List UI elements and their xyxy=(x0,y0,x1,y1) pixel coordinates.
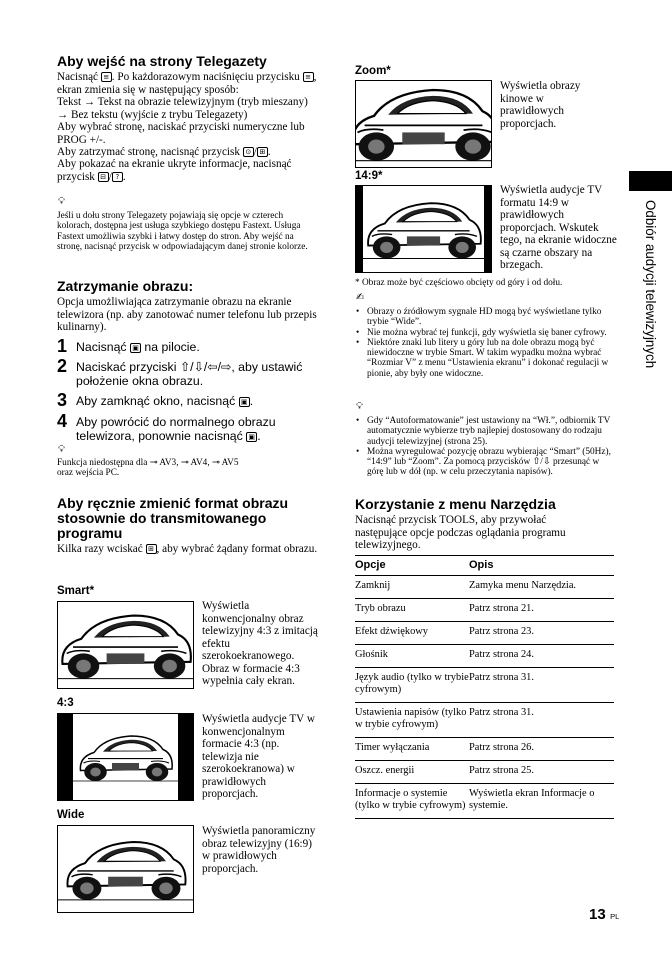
hold-page-icon: ⊞ xyxy=(257,147,268,157)
mode-label: 4:3 xyxy=(57,697,74,709)
mode-desc: Wyświetla panoramiczny obraz telewizyjny (16:9) w prawidłowych proporcjach. xyxy=(202,825,316,875)
pillar-bar xyxy=(356,186,363,272)
text: na pilocie. xyxy=(144,340,200,354)
text: / xyxy=(108,170,112,183)
pillar-bar xyxy=(58,714,73,800)
option-cell: Język audio (tylko w trybie cyfrowym) xyxy=(355,668,469,703)
mode-desc: Wyświetla konwencjonalny obraz telewizyjny 4:3 z imitacją efektu szerokoekranowego. Obraz w formacie 4:3 wypełnia cały ekran. xyxy=(202,600,318,687)
desc-cell: Patrz strona 24. xyxy=(469,645,614,668)
text: oraz wejścia PC. xyxy=(57,468,120,479)
tools-intro: Nacisnąć przycisk TOOLS, aby przywołać następujące opcje podczas oglądania programu telewizyjnego. xyxy=(355,514,566,551)
text: AV4, xyxy=(190,458,210,468)
table-row xyxy=(355,645,614,668)
table-row xyxy=(355,761,614,784)
note-item: • Nie można wybrać tej funkcji, gdy wyświetla się baner cyfrowy. xyxy=(367,328,615,338)
option-cell: Ustawienia napisów (tylko w trybie cyfrowym) xyxy=(355,703,469,738)
option-cell: Oszcz. energii xyxy=(355,761,469,784)
col-header-opcje: Opcje xyxy=(355,556,469,576)
smart-image xyxy=(57,601,194,689)
table-row xyxy=(355,738,614,761)
telegazeta-p3: Aby wybrać stronę, naciskać przyciski numeryczne lub PROG +/-. xyxy=(57,121,305,146)
desc-cell: Patrz strona 23. xyxy=(469,622,614,645)
tip-item: • Można wyregulować pozycję obrazu wybierając “Smart” (50Hz), “14:9” lub “Zoom”. Za pomocą przycisków ⇧/⇩ przesunąć w górę lub w dół (np. w celu przeczytania napisów). xyxy=(367,447,615,478)
text: AV5 xyxy=(221,458,239,468)
input-icon: ⊸ xyxy=(180,458,189,468)
telegazeta-p2: Tekst → Tekst na obrazie telewizyjnym (tryb mieszany) → Bez tekstu (wyjście z trybu Telegazety) xyxy=(57,96,308,121)
freeze-icon: ▣ xyxy=(239,397,250,407)
text: Aby zamknąć okno, nacisnąć xyxy=(76,394,236,408)
table-row xyxy=(355,622,614,645)
text: , aby wybrać żądany format obrazu. xyxy=(156,543,318,555)
car-picture xyxy=(73,714,178,800)
table-row xyxy=(355,599,614,622)
input-icon: ⊸ xyxy=(149,458,158,468)
table-row xyxy=(355,668,614,703)
step-2: Naciskać przyciski ⇧/⇩/⇦/⇨, aby ustawić położenie okna obrazu. xyxy=(76,360,303,388)
tip-item: • Gdy “Autoformatowanie” jest ustawiony na “Wł.”, odbiornik TV automatycznie wybierze tryb najlepiej dostosowany do rodzaju audycji telewizyjnej (strona 25). xyxy=(367,416,615,447)
car-picture xyxy=(58,826,193,912)
input-icon: ⊸ xyxy=(211,458,220,468)
teletext-icon: ≡ xyxy=(101,72,112,82)
pillar-bar xyxy=(178,714,193,800)
freeze-title: Zatrzymanie obrazu: xyxy=(57,278,194,294)
option-cell: Efekt dźwiękowy xyxy=(355,622,469,645)
desc-cell: Patrz strona 21. xyxy=(469,599,614,622)
desc-cell: Patrz strona 25. xyxy=(469,761,614,784)
info-icon: ? xyxy=(112,172,123,182)
notes-list xyxy=(355,307,615,379)
text: . xyxy=(257,429,261,443)
step-3 xyxy=(76,394,321,408)
text: Aby pokazać na ekranie ukryte informacje, nacisnąć przycisk xyxy=(57,158,292,183)
option-cell: Informacje o systemie (tylko w trybie cyfrowym) xyxy=(355,784,469,819)
step-number: 1 xyxy=(57,336,68,356)
note-item: • Obrazy o źródłowym sygnale HD mogą być wyświetlane tylko trybie “Wide”. xyxy=(367,307,615,328)
page-number xyxy=(589,906,619,924)
wide-image xyxy=(57,825,194,913)
text: . xyxy=(249,394,254,408)
desc-cell: Patrz strona 31. xyxy=(469,703,614,738)
table-row xyxy=(355,703,614,738)
desc-cell: Zamyka menu Narzędzia. xyxy=(469,576,614,599)
telegazeta-p4 xyxy=(57,146,319,159)
freeze-icon: ▣ xyxy=(246,432,257,442)
mode-label: Zoom* xyxy=(355,65,391,77)
table-row xyxy=(355,784,614,819)
text: / xyxy=(253,146,257,158)
wide-mode-icon: ⊞ xyxy=(146,544,157,554)
text: . xyxy=(267,146,271,158)
tip-icon: 💡︎ xyxy=(58,196,65,207)
mode-desc: Wyświetla obrazy kinowe w prawidłowych proporcjach. xyxy=(500,80,581,130)
option-cell: Timer wyłączania xyxy=(355,738,469,761)
col-header-opis: Opis xyxy=(469,556,614,576)
fastext-note: Jeśli u dołu strony Telegazety pojawiają się opcje w czterech kolorach, dostępna jest usługa szybkiego dostępu Fastext. Usługa Fastext umożliwia szybki i łatwy dostęp do stron. Aby wejść na stronę, nacisnąć przycisk w odpowiadającym danej stronie kolorze. xyxy=(57,211,308,252)
option-cell: Głośnik xyxy=(355,645,469,668)
ratio-4-3-image xyxy=(57,713,194,801)
text: AV3, xyxy=(159,458,179,468)
tip-icon: 💡︎ xyxy=(356,401,363,412)
desc-cell: Wyświetla ekran Informacje o systemie. xyxy=(469,784,614,819)
text: Kilka razy wciskać xyxy=(57,543,143,555)
telegazeta-p5 xyxy=(57,158,319,183)
text: Funkcja niedostępna dla xyxy=(57,458,148,468)
tip-icon: 💡︎ xyxy=(58,444,65,455)
format-title: Aby ręcznie zmienić format obrazu stosownie do transmitowanego programu xyxy=(57,495,289,541)
text: . xyxy=(122,170,126,183)
freeze-icon: ▣ xyxy=(130,343,141,353)
ratio-14-9-image xyxy=(355,185,492,273)
freeze-intro: Opcja umożliwiająca zatrzymanie obrazu na ekranie telewizora (np. aby zanotować numer telefonu lub przepis kulinarny). xyxy=(57,296,317,333)
step-number: 2 xyxy=(57,356,68,376)
tools-title: Korzystanie z menu Narzędzia xyxy=(355,496,556,512)
section-tab xyxy=(629,171,672,191)
tips-list xyxy=(355,416,615,478)
car-picture xyxy=(356,81,491,167)
car-picture xyxy=(58,602,193,688)
step-1 xyxy=(76,340,321,354)
desc-cell: Patrz strona 31. xyxy=(469,668,614,703)
tools-table xyxy=(355,555,614,819)
teletext-icon: ≡ xyxy=(303,72,314,82)
text: , ekran zmienia się w następujący sposób: xyxy=(57,71,317,96)
text: Nacisnąć xyxy=(57,71,98,83)
option-cell: Tryb obrazu xyxy=(355,599,469,622)
mode-desc: Wyświetla audycje TV w konwencjonalnym formacie 4:3 (np. telewizja nie szerokoekranowa) w prawidłowych proporcjach. xyxy=(202,713,315,800)
step-number: 4 xyxy=(57,411,68,431)
telegazeta-p1 xyxy=(57,71,319,96)
desc-cell: Patrz strona 26. xyxy=(469,738,614,761)
hold-icon: ⊙ xyxy=(243,147,254,157)
page-num: 13 xyxy=(589,906,606,923)
step-number: 3 xyxy=(57,390,68,410)
page-lang: PL xyxy=(610,912,620,921)
reveal-icon: ⊟ xyxy=(98,172,109,182)
step-4 xyxy=(76,415,321,443)
option-cell: Zamknij xyxy=(355,576,469,599)
text: Aby zatrzymać stronę, nacisnąć przycisk xyxy=(57,146,240,158)
section-label-text: Odbiór audycji telewizyjnych xyxy=(643,200,658,369)
mode-desc: Wyświetla audycje TV formatu 14:9 w prawidłowych proporcjach. Wskutek tego, na ekranie widoczne są czarne obszary na brzegach. xyxy=(500,184,617,271)
telegazeta-title: Aby wejść na strony Telegazety xyxy=(57,53,267,69)
freeze-note xyxy=(57,458,319,479)
footnote: * Obraz może być częściowo obcięty od góry i od dołu. xyxy=(355,278,563,288)
mode-label: Wide xyxy=(57,809,85,821)
car-picture xyxy=(363,186,484,272)
text: Nacisnąć xyxy=(76,340,127,354)
mode-label: Smart* xyxy=(57,585,95,597)
mode-label: 14:9* xyxy=(355,170,383,182)
text: . Po każdorazowym naciśnięciu przycisku xyxy=(111,71,300,83)
text: Aby powrócić do normalnego obrazu telewizora, ponownie nacisnąć xyxy=(76,415,276,443)
section-label xyxy=(643,200,657,412)
note-icon: ✍︎ xyxy=(356,292,365,303)
format-intro xyxy=(57,543,319,556)
table-row xyxy=(355,576,614,599)
zoom-image xyxy=(355,80,492,168)
table-header xyxy=(355,556,614,576)
note-item: • Niektóre znaki lub litery u góry lub na dole obrazu mogą być niewidoczne w trybie Smart. W takim wypadku można wybrać “Rozmiar V” z menu “Ustawienia ekranu” i dokonać regulacji w pionie, aby były one widoczne. xyxy=(367,338,615,379)
pillar-bar xyxy=(484,186,491,272)
